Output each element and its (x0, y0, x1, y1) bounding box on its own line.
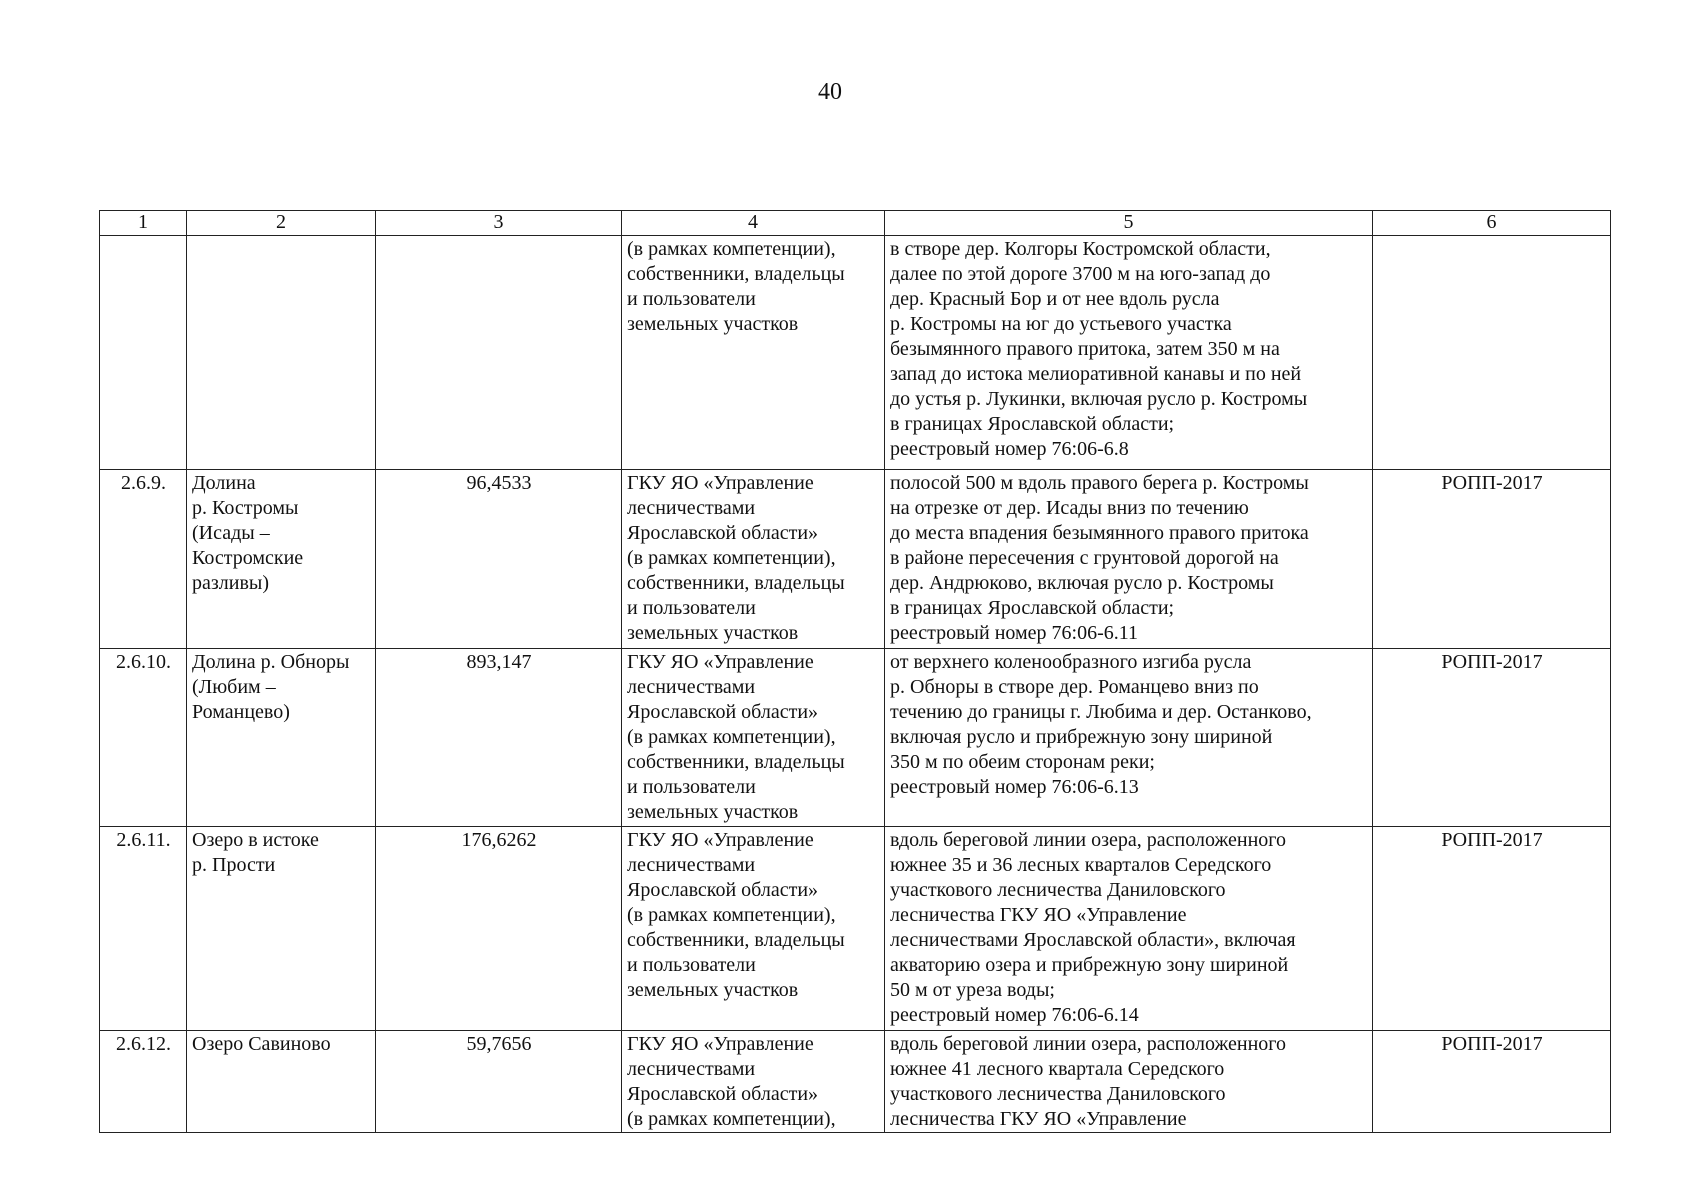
text-line: южнее 41 лесного квартала Середского (890, 1058, 1225, 1080)
text-line: ГКУ ЯО «Управление (627, 829, 814, 851)
text-line: участкового лесничества Даниловского (890, 1083, 1226, 1105)
column-header-1: 1 (100, 211, 187, 236)
text-line: лесничествами (627, 854, 756, 876)
status-cell: РОПП-2017 (1373, 827, 1611, 1031)
register-table (99, 210, 1611, 1133)
boundary-description-cell (885, 1031, 1373, 1133)
area-cell: 96,4533 (376, 470, 622, 649)
text-line: лесничествами Ярославской области», включая (890, 929, 1296, 951)
row-number-cell: 2.6.11. (100, 827, 187, 1031)
text-line: запад до истока мелиоративной канавы и по ней (890, 363, 1302, 385)
column-header-4: 4 (622, 211, 885, 236)
table-row (100, 827, 1611, 1031)
text-line: Ярославской области» (627, 701, 819, 723)
text-line: 350 м по обеим сторонам реки; (890, 751, 1155, 773)
boundary-description-cell (885, 470, 1373, 649)
text-line: (Любим – (192, 676, 276, 698)
text-line: южнее 35 и 36 лесных кварталов Середского (890, 854, 1272, 876)
area-cell: 59,7656 (376, 1031, 622, 1133)
organization-cell (622, 470, 885, 649)
text-line: Костромские (192, 547, 304, 569)
text-line: лесничествами (627, 676, 756, 698)
organization-cell (622, 827, 885, 1031)
row-number-cell (100, 236, 187, 470)
text-line: на отрезке от дер. Исады вниз по течению (890, 497, 1249, 519)
text-line: вдоль береговой линии озера, расположенного (890, 829, 1287, 851)
table-row (100, 1031, 1611, 1133)
text-line: Романцево) (192, 701, 290, 723)
text-line: Долина (192, 472, 256, 494)
text-line: собственники, владельцы (627, 929, 845, 951)
row-number-cell: 2.6.9. (100, 470, 187, 649)
boundary-description-cell (885, 236, 1373, 470)
text-line: лесничествами (627, 497, 756, 519)
text-line: полосой 500 м вдоль правого берега р. Костромы (890, 472, 1309, 494)
text-line: собственники, владельцы (627, 263, 845, 285)
row-number-cell: 2.6.12. (100, 1031, 187, 1133)
text-line: р. Прости (192, 854, 276, 876)
text-line: в створе дер. Колгоры Костромской области, (890, 238, 1271, 260)
object-name-cell (187, 236, 376, 470)
status-cell: РОПП-2017 (1373, 1031, 1611, 1133)
text-line: до места впадения безымянного правого притока (890, 522, 1309, 544)
status-cell: РОПП-2017 (1373, 649, 1611, 827)
organization-cell (622, 236, 885, 470)
text-line: земельных участков (627, 313, 799, 335)
text-line: безымянного правого притока, затем 350 м на (890, 338, 1280, 360)
text-line: лесничества ГКУ ЯО «Управление (890, 1108, 1187, 1130)
text-line: вдоль береговой линии озера, расположенного (890, 1033, 1287, 1055)
object-name-cell (187, 470, 376, 649)
text-line: от верхнего коленообразного изгиба русла (890, 651, 1252, 673)
text-line: разливы) (192, 572, 270, 594)
text-line: и пользователи (627, 954, 756, 976)
text-line: ГКУ ЯО «Управление (627, 1033, 814, 1055)
status-cell: РОПП-2017 (1373, 470, 1611, 649)
column-header-3: 3 (376, 211, 622, 236)
text-line: реестровый номер 76:06-6.13 (890, 776, 1139, 798)
text-line: реестровый номер 76:06-6.11 (890, 622, 1139, 644)
text-line: лесничества ГКУ ЯО «Управление (890, 904, 1187, 926)
text-line: земельных участков (627, 979, 799, 1001)
boundary-description-cell (885, 649, 1373, 827)
text-line: р. Костромы на юг до устьевого участка (890, 313, 1232, 335)
page-number: 40 (818, 79, 842, 105)
text-line: 50 м от уреза воды; (890, 979, 1055, 1001)
text-line: лесничествами (627, 1058, 756, 1080)
text-line: в районе пересечения с грунтовой дорогой на (890, 547, 1279, 569)
text-line: собственники, владельцы (627, 751, 845, 773)
text-line: Ярославской области» (627, 522, 819, 544)
text-line: реестровый номер 76:06-6.14 (890, 1004, 1139, 1026)
table-row (100, 236, 1611, 470)
object-name-cell (187, 1031, 376, 1133)
text-line: Озеро Савиново (192, 1033, 331, 1055)
column-header-5: 5 (885, 211, 1373, 236)
text-line: р. Обноры в створе дер. Романцево вниз по (890, 676, 1259, 698)
text-line: до устья р. Лукинки, включая русло р. Костромы (890, 388, 1308, 410)
table-row (100, 649, 1611, 827)
text-line: включая русло и прибрежную зону шириной (890, 726, 1273, 748)
column-header-6: 6 (1373, 211, 1611, 236)
text-line: в границах Ярославской области; (890, 413, 1175, 435)
text-line: (в рамках компетенции), (627, 547, 836, 569)
text-line: участкового лесничества Даниловского (890, 879, 1226, 901)
status-cell (1373, 236, 1611, 470)
text-line: и пользователи (627, 597, 756, 619)
text-line: (в рамках компетенции), (627, 904, 836, 926)
organization-cell (622, 649, 885, 827)
text-line: р. Костромы (192, 497, 299, 519)
area-cell: 176,6262 (376, 827, 622, 1031)
organization-cell (622, 1031, 885, 1133)
text-line: собственники, владельцы (627, 572, 845, 594)
boundary-description-cell (885, 827, 1373, 1031)
text-line: Озеро в истоке (192, 829, 319, 851)
object-name-cell (187, 827, 376, 1031)
text-line: земельных участков (627, 801, 799, 823)
text-line: в границах Ярославской области; (890, 597, 1175, 619)
text-line: дер. Красный Бор и от нее вдоль русла (890, 288, 1220, 310)
text-line: ГКУ ЯО «Управление (627, 472, 814, 494)
text-line: Долина р. Обноры (192, 651, 350, 673)
text-line: (в рамках компетенции), (627, 238, 836, 260)
area-cell: 893,147 (376, 649, 622, 827)
text-line: ГКУ ЯО «Управление (627, 651, 814, 673)
table-header-row (100, 211, 1611, 236)
text-line: (в рамках компетенции), (627, 726, 836, 748)
object-name-cell (187, 649, 376, 827)
text-line: и пользователи (627, 776, 756, 798)
text-line: течению до границы г. Любима и дер. Останково, (890, 701, 1312, 723)
text-line: далее по этой дороге 3700 м на юго-запад до (890, 263, 1271, 285)
column-header-2: 2 (187, 211, 376, 236)
text-line: акваторию озера и прибрежную зону шириной (890, 954, 1289, 976)
text-line: дер. Андрюково, включая русло р. Костромы (890, 572, 1274, 594)
text-line: Ярославской области» (627, 879, 819, 901)
area-cell (376, 236, 622, 470)
text-line: земельных участков (627, 622, 799, 644)
text-line: реестровый номер 76:06-6.8 (890, 438, 1129, 460)
table-body (100, 236, 1611, 1133)
text-line: (Исады – (192, 522, 270, 544)
text-line: Ярославской области» (627, 1083, 819, 1105)
row-number-cell: 2.6.10. (100, 649, 187, 827)
text-line: и пользователи (627, 288, 756, 310)
table-row (100, 470, 1611, 649)
text-line: (в рамках компетенции), (627, 1108, 836, 1130)
